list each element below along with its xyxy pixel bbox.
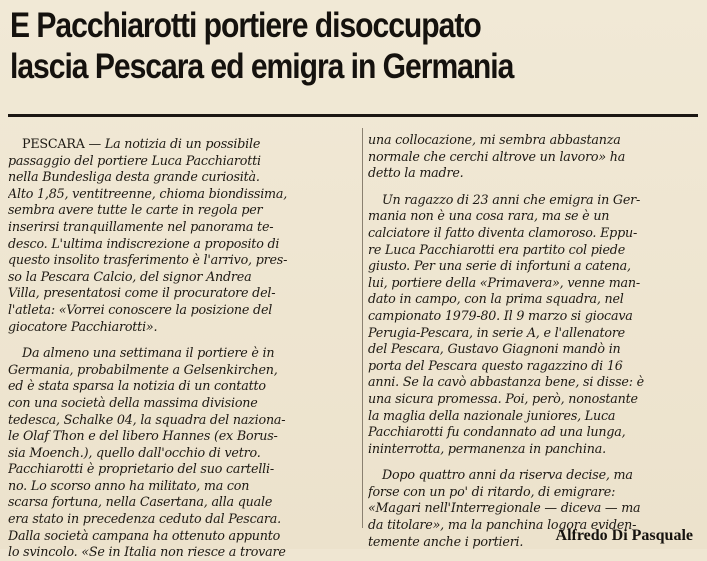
text-line: una sicura promessa. Poi, però, nonostante <box>368 390 638 406</box>
text-line: Dopo quattro anni da riserva decise, ma <box>382 467 633 483</box>
text-line: con una società della massima divisione <box>8 394 258 410</box>
text-line: anni. Se la cavò abbastanza bene, si disse: è <box>368 374 644 390</box>
right-column <box>368 132 700 550</box>
dateline: PESCARA — <box>22 136 101 151</box>
text-line-content: La notizia di un possibile <box>104 136 261 151</box>
text-line: campionato 1979-80. Il 9 marzo si giocava <box>368 307 633 323</box>
text-line: passaggio del portiere Luca Pacchiarotti <box>8 152 261 168</box>
text-line: la maglia della nazionale juniores, Luca <box>368 407 616 423</box>
text-line: Un ragazzo di 23 anni che emigra in Ger- <box>382 191 641 207</box>
text-line: desco. L'ultima indiscrezione a proposito di <box>8 235 280 251</box>
paragraph-gap <box>368 182 700 192</box>
text-line: Dalla società campana ha ottenuto appunto <box>8 527 281 543</box>
text-line: porta del Pescara questo ragazzino di 16 <box>368 357 623 373</box>
headline-line-2: lascia Pescara ed emigra in Germania <box>10 47 514 86</box>
text-line: inserirsi tranquillamente nel panorama te- <box>8 218 274 234</box>
text-line: del Pescara, Gustavo Giagnoni mandò in <box>368 341 621 357</box>
text-line: lo svincolo. «Se in Italia non riesce a trovare <box>8 544 286 560</box>
headline-line-1: E Pacchiarotti portiere disoccupato <box>10 6 481 45</box>
text-line: dato in campo, con la prima squadra, nel <box>368 291 624 307</box>
left-column <box>8 136 360 561</box>
text-line: calciatore il fatto diventa clamoroso. Eppu- <box>368 224 638 240</box>
text-line: scarsa fortuna, nella Casertana, alla quale <box>8 494 273 510</box>
text-line: Germania, probabilmente a Gelsenkirchen, <box>8 361 278 377</box>
text-line: Da almeno una settimana il portiere è in <box>22 345 275 361</box>
text-line: Villa, presentatosi come il procuratore del- <box>8 285 276 301</box>
text-line: sia Moench.), quello dall'occhio di vetro. <box>8 444 261 460</box>
headline-rule <box>8 114 698 117</box>
text-line: ininterrotta, permanenza in panchina. <box>368 440 606 456</box>
text-line <box>8 136 360 153</box>
text-line: questo insolito trasferimento è l'arrivo, pres- <box>8 252 288 268</box>
text-line: detto la madre. <box>368 165 464 181</box>
text-line: tedesca, Schalke 04, la squadra del naziona- <box>8 411 286 427</box>
text-line: lui, portiere della «Primavera», venne man- <box>368 274 640 290</box>
text-line: «Magari nell'Interregionale — diceva — ma <box>368 500 641 516</box>
paragraph <box>368 192 700 458</box>
paragraph-gap <box>8 335 360 345</box>
text-line: giocatore Pacchiarotti». <box>8 318 158 334</box>
paragraph <box>8 136 360 335</box>
text-line: Pacchiarotti è proprietario del suo cartelli- <box>8 461 274 477</box>
text-line: le Olaf Thon e del libero Hannes (ex Borus- <box>8 428 278 444</box>
text-line: sembra avere tutte le carte in regola per <box>8 202 263 218</box>
column-divider <box>362 128 363 528</box>
text-line: ed è stata sparsa la notizia di un contatto <box>8 378 266 394</box>
text-line: re Luca Pacchiarotti era partito col piede <box>368 241 626 257</box>
headline <box>10 6 603 88</box>
text-line: da titolare», ma la panchina logora eviden- <box>368 517 637 533</box>
author-signature: Alfredo Di Pasquale <box>555 527 693 544</box>
text-line: l'atleta: «Vorrei conoscere la posizione del <box>8 301 273 317</box>
text-line: giusto. Per una serie di infortuni a catena, <box>368 258 631 274</box>
text-line: Alto 1,85, ventitreenne, chioma biondissima, <box>8 185 288 201</box>
text-line: normale che cerchi altrove un lavoro» ha <box>368 148 626 164</box>
text-line: Perugia-Pescara, in serie A, e l'allenatore <box>368 324 625 340</box>
text-line: mania non è una cosa rara, ma se è un <box>368 208 610 224</box>
text-line: no. Lo scorso anno ha militato, ma con <box>8 477 250 493</box>
text-line: temente anche i portieri. <box>368 533 524 549</box>
text-line: so la Pescara Calcio, del signor Andrea <box>8 268 252 284</box>
text-line: nella Bundesliga desta grande curiosità. <box>8 169 260 185</box>
text-line: era stato in precedenza ceduto dal Pescara. <box>8 511 281 527</box>
paragraph <box>368 132 700 182</box>
text-line: Pacchiarotti fu condannato ad una lunga, <box>368 424 626 440</box>
text-line: forse con un po' di ritardo, di emigrare: <box>368 483 616 499</box>
text-line: una collocazione, mi sembra abbastanza <box>368 132 621 147</box>
paragraph <box>8 345 360 561</box>
paragraph-gap <box>368 457 700 467</box>
